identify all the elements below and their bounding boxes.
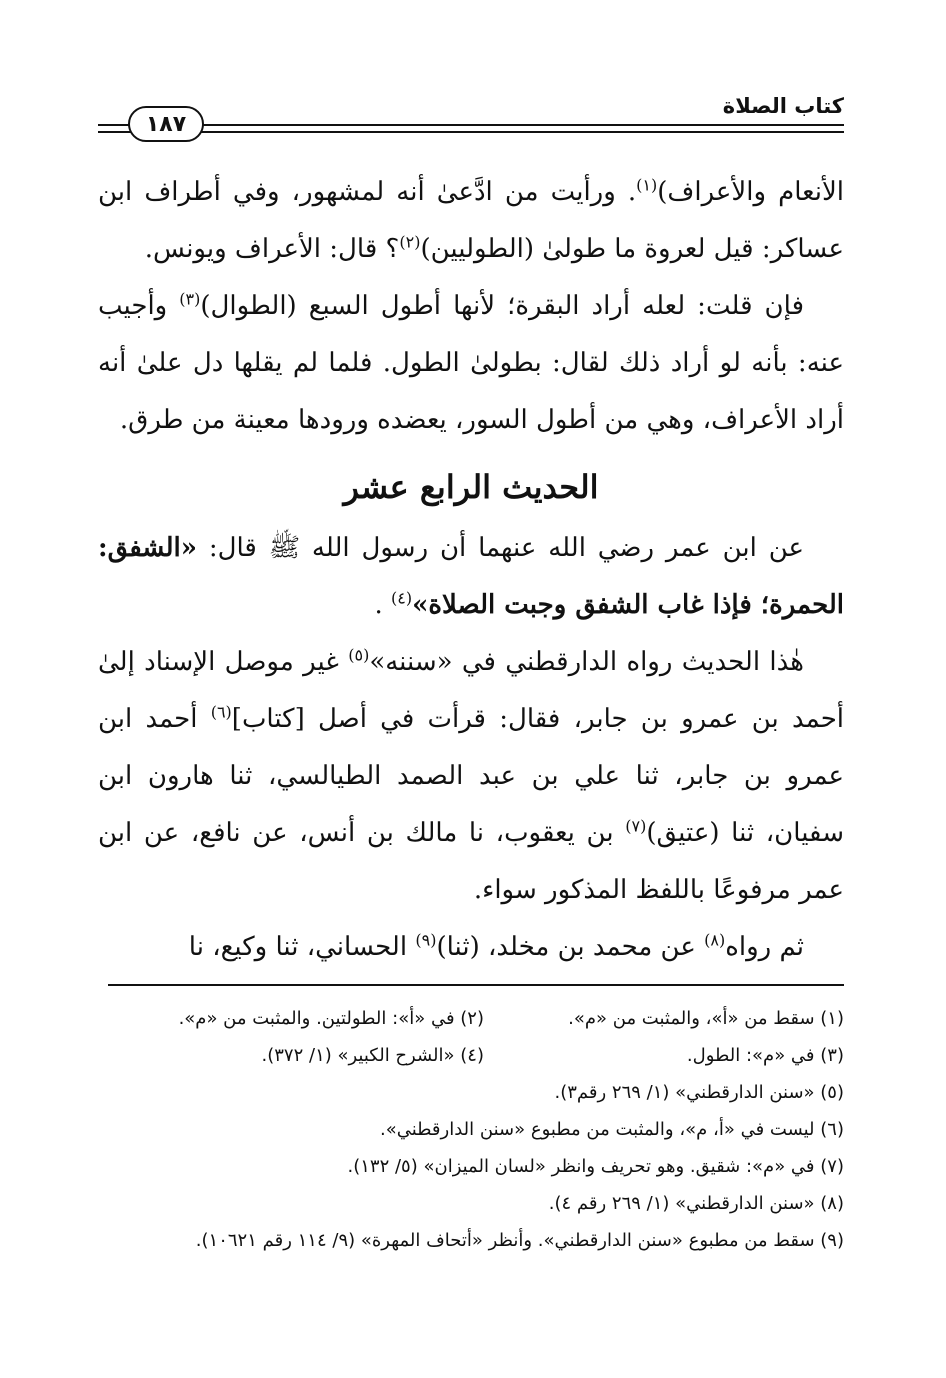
footnote-ref[interactable]: (٢) (399, 232, 421, 252)
text-span: . ورأيت من ادَّعىٰ أنه لمشهور، وفي أطراف ابن عساكر: قيل لعروة ما طولىٰ (الطوليين) (98, 177, 844, 264)
body-text-bottom (98, 520, 844, 976)
footnote-2: (٢) في «أ»: الطولتين. والمثبت من «م». (178, 1008, 484, 1029)
hadith-text: «الشفق: الحمرة؛ فإذا غاب الشفق وجبت الصلاة» (98, 533, 844, 620)
paragraph (98, 520, 844, 634)
footnote-ref[interactable]: (١) (636, 175, 658, 195)
paragraph (98, 919, 844, 976)
text-span: هٰذا الحديث رواه الدارقطني في «سننه» (369, 647, 804, 677)
footnote-8: (٨) «سنن الدارقطني» (١/ ٢٦٩ رقم ٤). (548, 1193, 844, 1214)
paragraph (98, 278, 844, 449)
section-heading: الحديث الرابع عشر (343, 468, 599, 506)
text-span: ؟ قال: الأعراف ويونس. (144, 234, 400, 264)
footnote-ref[interactable]: (٤) (391, 588, 413, 608)
text-span: وأجيب عنه: بأنه لو أراد ذلك لقال: بطولىٰ الطول. فلما لم يقلها دل علىٰ أنه أراد الأعراف، وهي من أطول السور، يعضده ورودها معينة من طرق. (98, 291, 844, 435)
paragraph (98, 634, 844, 919)
footnotes (98, 1000, 844, 1259)
footnote-5: (٥) «سنن الدارقطني» (١/ ٢٦٩ رقم٣). (554, 1082, 844, 1103)
text-span: . (374, 590, 392, 620)
header-rule-top (98, 124, 844, 126)
footnote-7: (٧) في «م»: شقيق. وهو تحريف وانظر «لسان الميزان» (٥/ ١٣٢). (347, 1156, 844, 1177)
running-title: كتاب الصلاة (722, 94, 844, 118)
text-span: الأنعام والأعراف) (657, 177, 844, 207)
footnote-separator (108, 984, 844, 986)
footnote-ref[interactable]: (٥) (348, 645, 370, 665)
footnote-4: (٤) «الشرح الكبير» (١/ ٣٧٢). (261, 1045, 484, 1066)
footnote-ref[interactable]: (٦) (210, 702, 232, 722)
page-number: ١٨٧ (128, 106, 204, 142)
text-span: عن ابن عمر رضي الله عنهما أن رسول الله ﷺ قال: (197, 533, 805, 563)
footnote-ref[interactable]: (٨) (704, 930, 726, 950)
text-span: غير موصل الإسناد إلىٰ أحمد بن عمرو بن جابر، فقال: قرأت في أصل [كتاب] (98, 647, 844, 734)
paragraph (98, 164, 844, 278)
footnote-ref[interactable]: (٩) (415, 930, 437, 950)
footnote-row (98, 1000, 844, 1037)
body-text-top (98, 164, 844, 449)
footnote-row (98, 1037, 844, 1074)
header-rule-bottom (98, 131, 844, 133)
footnote-6: (٦) ليست في «أ، م»، والمثبت من مطبوع «سنن الدارقطني». (379, 1119, 844, 1140)
text-span: عن محمد بن مخلد، (ثنا) (436, 932, 705, 962)
text-span: بن يعقوب، نا مالك بن أنس، عن نافع، عن ابن عمر مرفوعًا باللفظ المذكور سواء. (98, 818, 844, 905)
footnote-3: (٣) في «م»: الطول. (686, 1045, 844, 1066)
footnote-9: (٩) سقط من مطبوع «سنن الدارقطني». وأنظر «أتحاف المهرة» (٩/ ١١٤ رقم ١٠٦٢١). (195, 1230, 844, 1251)
text-span: فإن قلت: لعله أراد البقرة؛ لأنها أطول السبع (الطوال) (200, 291, 804, 321)
footnote-ref[interactable]: (٧) (625, 816, 647, 836)
footnote-ref[interactable]: (٣) (179, 289, 201, 309)
text-span: ثم رواه (725, 932, 804, 962)
text-span: الحساني، ثنا وكيع، نا (188, 932, 416, 962)
text-span: أحمد ابن عمرو بن جابر، ثنا علي بن عبد الصمد الطيالسي، ثنا هارون ابن سفيان، ثنا (عتيق) (98, 704, 844, 848)
footnote-1: (١) سقط من «أ»، والمثبت من «م». (568, 1008, 844, 1029)
